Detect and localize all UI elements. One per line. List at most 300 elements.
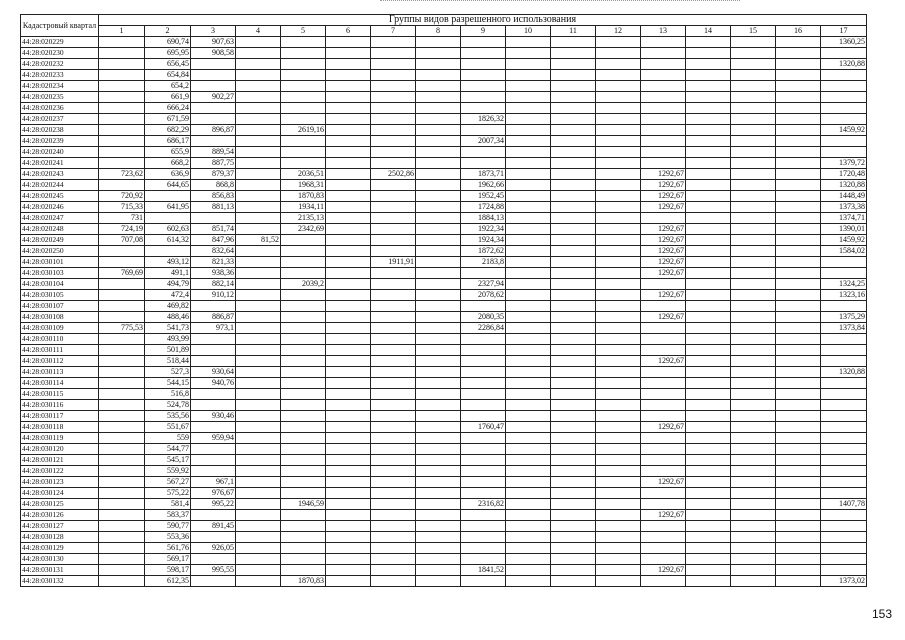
value-cell bbox=[551, 378, 596, 389]
table-row bbox=[21, 455, 867, 466]
value-cell bbox=[281, 257, 326, 268]
value-cell bbox=[506, 411, 551, 422]
value-cell bbox=[416, 400, 461, 411]
value-cell: 2036,51 bbox=[281, 169, 326, 180]
cadastral-quarter-cell: 44:28:030129 bbox=[21, 543, 99, 554]
value-cell bbox=[506, 290, 551, 301]
value-cell bbox=[506, 576, 551, 587]
value-cell: 769,69 bbox=[99, 268, 145, 279]
value-cell bbox=[686, 136, 731, 147]
value-cell bbox=[551, 59, 596, 70]
value-cell: 1870,83 bbox=[281, 191, 326, 202]
value-cell bbox=[371, 92, 416, 103]
table-row bbox=[21, 169, 867, 180]
table-row bbox=[21, 158, 867, 169]
value-cell bbox=[281, 103, 326, 114]
table-row bbox=[21, 246, 867, 257]
value-cell bbox=[416, 455, 461, 466]
value-cell: 671,59 bbox=[145, 114, 191, 125]
value-cell bbox=[326, 114, 371, 125]
value-cell: 1584,02 bbox=[821, 246, 867, 257]
value-cell bbox=[506, 356, 551, 367]
value-cell bbox=[191, 114, 236, 125]
value-cell bbox=[551, 389, 596, 400]
value-cell bbox=[686, 268, 731, 279]
value-cell bbox=[551, 48, 596, 59]
value-cell bbox=[506, 422, 551, 433]
value-cell: 2183,8 bbox=[461, 257, 506, 268]
header-column-number: 1 bbox=[99, 26, 145, 37]
value-cell bbox=[99, 543, 145, 554]
value-cell bbox=[236, 565, 281, 576]
value-cell: 930,64 bbox=[191, 367, 236, 378]
value-cell bbox=[641, 37, 686, 48]
cadastral-quarter-cell: 44:28:030120 bbox=[21, 444, 99, 455]
value-cell bbox=[596, 279, 641, 290]
table-row bbox=[21, 389, 867, 400]
value-cell bbox=[596, 92, 641, 103]
value-cell bbox=[236, 103, 281, 114]
value-cell: 1292,67 bbox=[641, 224, 686, 235]
value-cell bbox=[731, 312, 776, 323]
value-cell bbox=[326, 477, 371, 488]
value-cell bbox=[461, 389, 506, 400]
value-cell bbox=[506, 521, 551, 532]
value-cell bbox=[326, 554, 371, 565]
value-cell bbox=[596, 301, 641, 312]
value-cell bbox=[371, 37, 416, 48]
value-cell: 1292,67 bbox=[641, 202, 686, 213]
table-row bbox=[21, 202, 867, 213]
value-cell bbox=[236, 191, 281, 202]
value-cell bbox=[821, 444, 867, 455]
value-cell bbox=[416, 521, 461, 532]
value-cell bbox=[191, 136, 236, 147]
value-cell bbox=[776, 158, 821, 169]
value-cell bbox=[371, 334, 416, 345]
cadastral-quarter-cell: 44:28:020237 bbox=[21, 114, 99, 125]
value-cell bbox=[731, 378, 776, 389]
cadastral-quarter-cell: 44:28:020243 bbox=[21, 169, 99, 180]
value-cell bbox=[371, 499, 416, 510]
value-cell bbox=[371, 400, 416, 411]
value-cell bbox=[461, 367, 506, 378]
value-cell: 81,52 bbox=[236, 235, 281, 246]
value-cell: 1292,67 bbox=[641, 510, 686, 521]
value-cell bbox=[236, 301, 281, 312]
value-cell: 2342,69 bbox=[281, 224, 326, 235]
value-cell bbox=[686, 499, 731, 510]
value-cell bbox=[776, 268, 821, 279]
value-cell: 581,4 bbox=[145, 499, 191, 510]
value-cell bbox=[416, 202, 461, 213]
value-cell: 886,87 bbox=[191, 312, 236, 323]
value-cell bbox=[99, 136, 145, 147]
value-cell bbox=[416, 554, 461, 565]
value-cell bbox=[281, 356, 326, 367]
value-cell: 1872,62 bbox=[461, 246, 506, 257]
value-cell bbox=[506, 37, 551, 48]
scan-artifact bbox=[380, 0, 740, 4]
table-row bbox=[21, 81, 867, 92]
value-cell bbox=[461, 92, 506, 103]
value-cell bbox=[371, 411, 416, 422]
table-row bbox=[21, 543, 867, 554]
value-cell bbox=[596, 477, 641, 488]
value-cell bbox=[99, 367, 145, 378]
value-cell bbox=[686, 147, 731, 158]
value-cell bbox=[551, 114, 596, 125]
value-cell bbox=[776, 356, 821, 367]
value-cell bbox=[686, 312, 731, 323]
value-cell bbox=[99, 510, 145, 521]
value-cell bbox=[776, 246, 821, 257]
value-cell bbox=[99, 477, 145, 488]
value-cell: 995,55 bbox=[191, 565, 236, 576]
value-cell bbox=[236, 334, 281, 345]
value-cell: 1962,66 bbox=[461, 180, 506, 191]
value-cell bbox=[99, 356, 145, 367]
value-cell bbox=[371, 136, 416, 147]
value-cell bbox=[731, 301, 776, 312]
cadastral-quarter-cell: 44:28:030122 bbox=[21, 466, 99, 477]
value-cell bbox=[641, 444, 686, 455]
value-cell bbox=[236, 466, 281, 477]
value-cell bbox=[236, 224, 281, 235]
value-cell bbox=[191, 70, 236, 81]
value-cell bbox=[326, 444, 371, 455]
value-cell bbox=[551, 136, 596, 147]
cadastral-value-table-container bbox=[20, 14, 867, 587]
table-row bbox=[21, 290, 867, 301]
value-cell: 1922,34 bbox=[461, 224, 506, 235]
value-cell bbox=[596, 125, 641, 136]
value-cell: 1873,71 bbox=[461, 169, 506, 180]
value-cell bbox=[686, 92, 731, 103]
value-cell: 1720,48 bbox=[821, 169, 867, 180]
value-cell bbox=[281, 290, 326, 301]
value-cell: 1870,83 bbox=[281, 576, 326, 587]
value-cell: 1374,71 bbox=[821, 213, 867, 224]
value-cell bbox=[686, 521, 731, 532]
value-cell bbox=[506, 158, 551, 169]
value-cell bbox=[371, 356, 416, 367]
value-cell bbox=[506, 554, 551, 565]
value-cell bbox=[731, 169, 776, 180]
cadastral-quarter-cell: 44:28:020240 bbox=[21, 147, 99, 158]
value-cell bbox=[506, 466, 551, 477]
value-cell bbox=[776, 191, 821, 202]
value-cell bbox=[371, 543, 416, 554]
value-cell bbox=[191, 455, 236, 466]
value-cell bbox=[191, 389, 236, 400]
value-cell bbox=[551, 433, 596, 444]
value-cell bbox=[281, 477, 326, 488]
value-cell bbox=[281, 510, 326, 521]
value-cell bbox=[731, 70, 776, 81]
value-cell: 1292,67 bbox=[641, 257, 686, 268]
value-cell bbox=[236, 455, 281, 466]
value-cell bbox=[551, 191, 596, 202]
value-cell bbox=[236, 158, 281, 169]
value-cell: 501,89 bbox=[145, 345, 191, 356]
value-cell bbox=[686, 433, 731, 444]
value-cell bbox=[99, 576, 145, 587]
value-cell bbox=[281, 312, 326, 323]
value-cell bbox=[326, 488, 371, 499]
value-cell: 959,94 bbox=[191, 433, 236, 444]
value-cell bbox=[371, 158, 416, 169]
value-cell bbox=[551, 37, 596, 48]
value-cell bbox=[326, 257, 371, 268]
value-cell bbox=[416, 246, 461, 257]
value-cell bbox=[551, 213, 596, 224]
header-column-number: 11 bbox=[551, 26, 596, 37]
value-cell bbox=[326, 378, 371, 389]
value-cell bbox=[326, 499, 371, 510]
value-cell bbox=[371, 125, 416, 136]
value-cell bbox=[416, 81, 461, 92]
value-cell: 583,37 bbox=[145, 510, 191, 521]
value-cell: 1292,67 bbox=[641, 235, 686, 246]
value-cell bbox=[641, 158, 686, 169]
value-cell bbox=[731, 565, 776, 576]
value-cell bbox=[596, 400, 641, 411]
value-cell bbox=[281, 114, 326, 125]
value-cell bbox=[686, 345, 731, 356]
value-cell bbox=[326, 136, 371, 147]
value-cell bbox=[596, 510, 641, 521]
value-cell bbox=[191, 422, 236, 433]
cadastral-quarter-cell: 44:28:020234 bbox=[21, 81, 99, 92]
value-cell bbox=[371, 521, 416, 532]
value-cell bbox=[416, 125, 461, 136]
value-cell bbox=[191, 345, 236, 356]
value-cell bbox=[731, 180, 776, 191]
value-cell: 879,37 bbox=[191, 169, 236, 180]
cadastral-quarter-cell: 44:28:030118 bbox=[21, 422, 99, 433]
value-cell: 889,54 bbox=[191, 147, 236, 158]
value-cell bbox=[99, 103, 145, 114]
value-cell bbox=[236, 125, 281, 136]
value-cell bbox=[326, 455, 371, 466]
value-cell: 720,92 bbox=[99, 191, 145, 202]
table-row bbox=[21, 92, 867, 103]
value-cell bbox=[551, 345, 596, 356]
value-cell: 1320,88 bbox=[821, 367, 867, 378]
value-cell bbox=[776, 510, 821, 521]
cadastral-quarter-cell: 44:28:030117 bbox=[21, 411, 99, 422]
value-cell bbox=[326, 92, 371, 103]
value-cell bbox=[821, 422, 867, 433]
value-cell bbox=[326, 103, 371, 114]
value-cell bbox=[236, 367, 281, 378]
value-cell: 1292,67 bbox=[641, 169, 686, 180]
value-cell bbox=[596, 246, 641, 257]
value-cell bbox=[99, 180, 145, 191]
value-cell bbox=[551, 312, 596, 323]
value-cell bbox=[821, 301, 867, 312]
value-cell: 535,56 bbox=[145, 411, 191, 422]
value-cell bbox=[596, 169, 641, 180]
cadastral-quarter-cell: 44:28:030113 bbox=[21, 367, 99, 378]
table-row bbox=[21, 268, 867, 279]
value-cell bbox=[461, 576, 506, 587]
value-cell bbox=[641, 125, 686, 136]
value-cell bbox=[236, 356, 281, 367]
value-cell: 590,77 bbox=[145, 521, 191, 532]
value-cell bbox=[99, 114, 145, 125]
value-cell bbox=[99, 389, 145, 400]
value-cell bbox=[416, 180, 461, 191]
value-cell bbox=[506, 389, 551, 400]
value-cell bbox=[145, 191, 191, 202]
value-cell bbox=[551, 565, 596, 576]
value-cell bbox=[641, 81, 686, 92]
value-cell bbox=[686, 48, 731, 59]
value-cell bbox=[326, 125, 371, 136]
table-row bbox=[21, 279, 867, 290]
header-row-column-numbers bbox=[21, 26, 867, 37]
value-cell bbox=[236, 180, 281, 191]
value-cell bbox=[821, 114, 867, 125]
table-row bbox=[21, 521, 867, 532]
value-cell bbox=[686, 422, 731, 433]
value-cell bbox=[596, 48, 641, 59]
value-cell bbox=[551, 367, 596, 378]
value-cell bbox=[596, 180, 641, 191]
value-cell bbox=[731, 37, 776, 48]
value-cell bbox=[776, 433, 821, 444]
value-cell bbox=[99, 334, 145, 345]
value-cell bbox=[416, 345, 461, 356]
table-row bbox=[21, 70, 867, 81]
value-cell bbox=[99, 279, 145, 290]
value-cell bbox=[821, 389, 867, 400]
value-cell bbox=[641, 521, 686, 532]
value-cell bbox=[506, 202, 551, 213]
value-cell bbox=[776, 48, 821, 59]
value-cell bbox=[281, 565, 326, 576]
value-cell bbox=[551, 279, 596, 290]
table-row bbox=[21, 367, 867, 378]
value-cell bbox=[236, 202, 281, 213]
value-cell bbox=[731, 136, 776, 147]
value-cell bbox=[686, 213, 731, 224]
value-cell bbox=[551, 400, 596, 411]
value-cell bbox=[506, 169, 551, 180]
value-cell bbox=[416, 279, 461, 290]
value-cell: 1373,02 bbox=[821, 576, 867, 587]
value-cell bbox=[776, 334, 821, 345]
value-cell bbox=[99, 521, 145, 532]
value-cell bbox=[191, 334, 236, 345]
value-cell: 832,64 bbox=[191, 246, 236, 257]
value-cell bbox=[236, 114, 281, 125]
value-cell bbox=[191, 444, 236, 455]
value-cell bbox=[641, 400, 686, 411]
value-cell bbox=[596, 521, 641, 532]
cadastral-quarter-cell: 44:28:030101 bbox=[21, 257, 99, 268]
value-cell bbox=[326, 268, 371, 279]
value-cell: 851,74 bbox=[191, 224, 236, 235]
value-cell bbox=[776, 125, 821, 136]
value-cell bbox=[191, 301, 236, 312]
value-cell bbox=[731, 543, 776, 554]
value-cell bbox=[686, 246, 731, 257]
value-cell bbox=[551, 301, 596, 312]
value-cell bbox=[731, 345, 776, 356]
value-cell: 1459,92 bbox=[821, 235, 867, 246]
value-cell bbox=[326, 356, 371, 367]
value-cell: 641,95 bbox=[145, 202, 191, 213]
value-cell bbox=[461, 268, 506, 279]
value-cell bbox=[236, 345, 281, 356]
value-cell bbox=[551, 268, 596, 279]
value-cell bbox=[776, 37, 821, 48]
value-cell bbox=[371, 378, 416, 389]
value-cell bbox=[596, 565, 641, 576]
cadastral-quarter-cell: 44:28:020248 bbox=[21, 224, 99, 235]
value-cell bbox=[641, 532, 686, 543]
value-cell bbox=[596, 257, 641, 268]
table-row bbox=[21, 576, 867, 587]
table-body bbox=[21, 37, 867, 587]
value-cell bbox=[776, 279, 821, 290]
value-cell bbox=[686, 290, 731, 301]
cadastral-quarter-cell: 44:28:030111 bbox=[21, 345, 99, 356]
value-cell bbox=[371, 301, 416, 312]
value-cell bbox=[236, 147, 281, 158]
value-cell bbox=[506, 136, 551, 147]
value-cell bbox=[596, 378, 641, 389]
value-cell bbox=[236, 488, 281, 499]
value-cell bbox=[506, 565, 551, 576]
value-cell bbox=[551, 103, 596, 114]
value-cell: 575,22 bbox=[145, 488, 191, 499]
value-cell bbox=[281, 37, 326, 48]
value-cell bbox=[776, 422, 821, 433]
value-cell bbox=[416, 477, 461, 488]
value-cell bbox=[821, 565, 867, 576]
table-row bbox=[21, 312, 867, 323]
value-cell bbox=[821, 477, 867, 488]
value-cell bbox=[551, 521, 596, 532]
table-row bbox=[21, 103, 867, 114]
value-cell bbox=[776, 565, 821, 576]
value-cell: 551,67 bbox=[145, 422, 191, 433]
header-column-number: 4 bbox=[236, 26, 281, 37]
value-cell bbox=[236, 444, 281, 455]
value-cell bbox=[776, 81, 821, 92]
value-cell bbox=[596, 367, 641, 378]
value-cell bbox=[596, 114, 641, 125]
value-cell bbox=[236, 70, 281, 81]
value-cell bbox=[326, 180, 371, 191]
value-cell bbox=[686, 565, 731, 576]
value-cell: 569,17 bbox=[145, 554, 191, 565]
value-cell bbox=[371, 444, 416, 455]
value-cell bbox=[371, 312, 416, 323]
table-row bbox=[21, 345, 867, 356]
cadastral-quarter-cell: 44:28:030116 bbox=[21, 400, 99, 411]
value-cell bbox=[776, 235, 821, 246]
value-cell bbox=[506, 191, 551, 202]
value-cell bbox=[731, 433, 776, 444]
value-cell bbox=[99, 70, 145, 81]
value-cell bbox=[281, 158, 326, 169]
table-row bbox=[21, 191, 867, 202]
